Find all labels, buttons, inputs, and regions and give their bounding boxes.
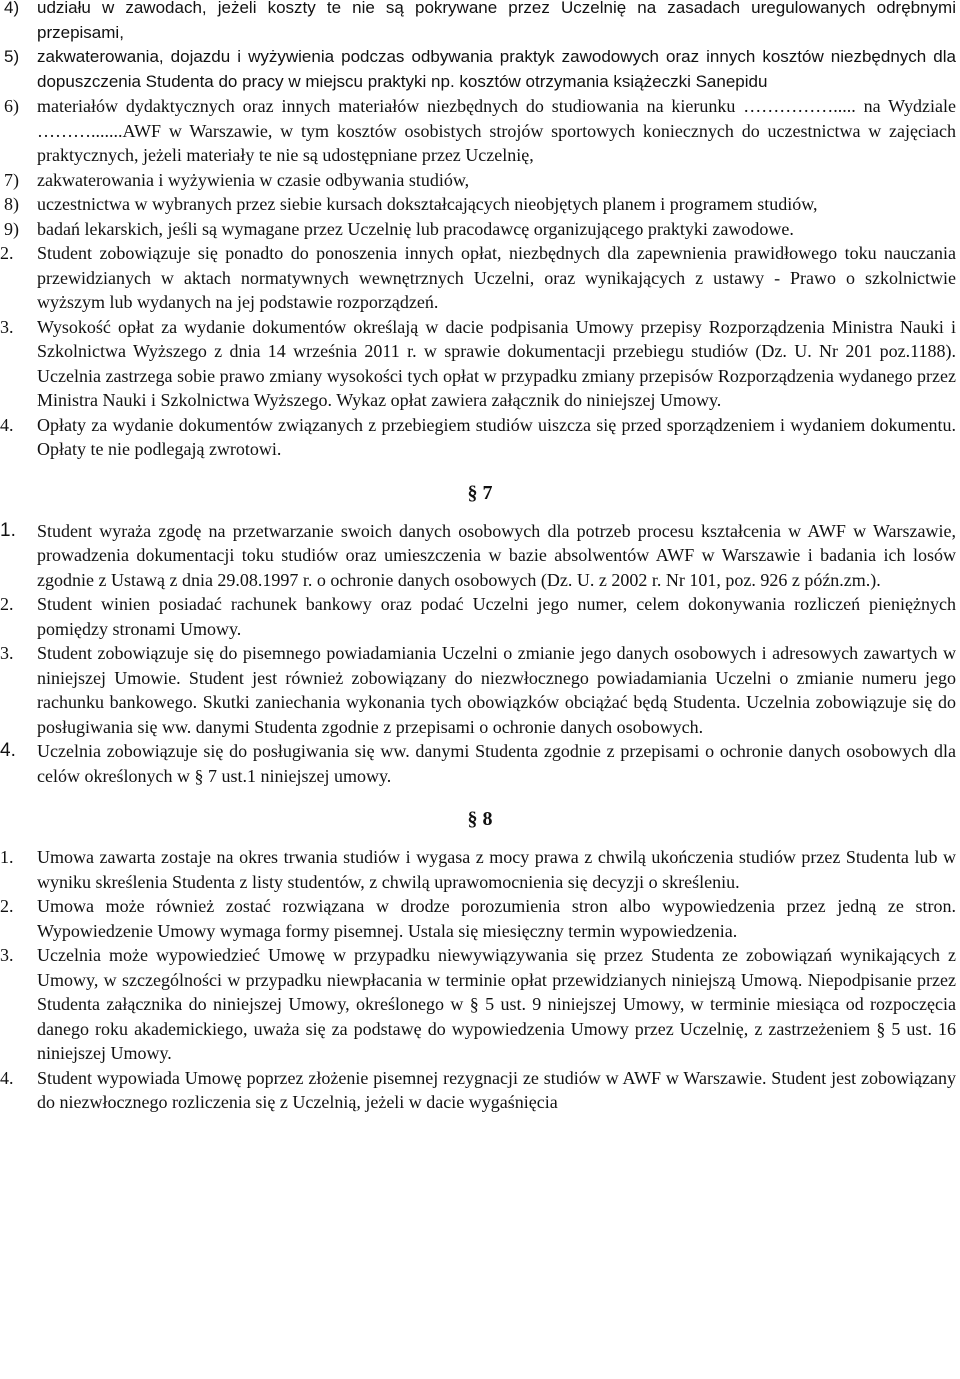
- numbered-point: [0, 592, 960, 641]
- numbered-point: [0, 413, 960, 462]
- point-number: 3.: [0, 643, 14, 663]
- point-text: Student wypowiada Umowę poprzez złożenie pisemnej rezygnacji ze studiów w AWF w Warszawie. Student jest zobowiązany do niezwłocznego rozliczenia się z Uczelnią, jeżeli w dacie wygaśnięcia: [37, 1067, 956, 1112]
- point-number: 2.: [0, 896, 14, 916]
- sub-item: [0, 94, 960, 168]
- point-text: Student zobowiązuje się ponadto do ponoszenia innych opłat, niezbędnych dla zapewnienia prawidłowego toku nauczania przewidzianych w aktach normatywnych wewnętrznych Uczelni, oraz wynikających z ustawy - Prawo o szkolnictwie wyższym lub wydanych na jej podstawie rozporządzeń.: [37, 243, 956, 312]
- section-7-heading: § 7: [467, 481, 493, 504]
- section-8-points: [0, 845, 960, 1115]
- sub-item-number: 7): [4, 169, 19, 190]
- section-7-points: [0, 519, 960, 789]
- point-number: 3.: [0, 316, 14, 337]
- point-number: 4.: [0, 740, 16, 761]
- sub-item-text: badań lekarskich, jeśli są wymagane przez Uczelnię lub pracodawcę organizującego praktyki zawodowe.: [37, 218, 794, 239]
- point-text: Student winien posiadać rachunek bankowy oraz podać Uczelni jego numer, celem dokonywania rozliczeń pieniężnych pomiędzy stronami Umowy.: [37, 594, 956, 639]
- sub-item-number: 8): [4, 194, 19, 214]
- numbered-point: [0, 315, 960, 413]
- numbered-point: [0, 241, 960, 315]
- numbered-point: [0, 943, 960, 1066]
- point-number: 3.: [0, 945, 14, 965]
- sub-item: [0, 217, 960, 242]
- points-list: [0, 241, 960, 462]
- sub-list: [0, 0, 960, 241]
- sub-item-number: 6): [4, 96, 19, 116]
- sub-item-text: uczestnictwa w wybranych przez siebie kursach dokształcających nieobjętych planem i programem studiów,: [37, 194, 818, 214]
- numbered-point: [0, 1066, 960, 1115]
- point-text: Opłaty za wydanie dokumentów związanych z przebiegiem studiów uiszcza się przed sporządzeniem i wydaniem dokumentu. Opłaty te nie podlegają zwrotowi.: [37, 414, 956, 459]
- sub-item-text: materiałów dydaktycznych oraz innych materiałów niezbędnych do studiowania na kierunku ……………..... na Wydziale ……….......AWF w Warszawie, w tym kosztów osobistych strojów sportowych koniecznych do uczestnictwa w zajęciach praktycznych, jeżeli materiały te nie są udostępniane przez Uczelnię,: [37, 96, 956, 165]
- sub-item-text: udziału w zawodach, jeżeli koszty te nie są pokrywane przez Uczelnię na zasadach uregulowanych odrębnymi przepisami,: [37, 0, 956, 42]
- point-text: Umowa może również zostać rozwiązana w drodze porozumienia stron albo wypowiedzenia przez jedną ze stron. Wypowiedzenie Umowy wymaga formy pisemnej. Ustala się miesięczny termin wypowiedzenia.: [37, 896, 956, 941]
- sub-item-number: 4): [4, 0, 20, 17]
- numbered-point: [0, 739, 960, 788]
- point-text: Wysokość opłat za wydanie dokumentów określają w dacie podpisania Umowy przepisy Rozporządzenia Ministra Nauki i Szkolnictwa Wyższego z dnia 14 września 2011 r. w sprawie dokumentacji przebiegu studiów (Dz. U. Nr 201 poz.1188). Uczelnia zastrzega sobie prawo zmiany wysokości tych opłat w przypadku zmiany przepisów Rozporządzenia wydanego przez Ministra Nauki i Szkolnictwa Wyższego. Wykaz opłat zawiera załącznik do niniejszej Umowy.: [37, 316, 956, 410]
- sub-item-text: zakwaterowania i wyżywienia w czasie odbywania studiów,: [37, 169, 470, 190]
- sub-item-number: 5): [4, 47, 20, 66]
- point-number: 4.: [0, 1067, 14, 1088]
- numbered-point: [0, 519, 960, 593]
- numbered-point: [0, 641, 960, 739]
- sub-item-number: 9): [4, 218, 19, 239]
- numbered-point: [0, 845, 960, 894]
- numbered-point: [0, 894, 960, 943]
- point-text: Umowa zawarta zostaje na okres trwania studiów i wygasa z mocy prawa z chwilą ukończenia studiów przez Studenta lub w wyniku skreślenia Studenta z listy studentów, z chwilą uprawomocnienia się decyzji o skreśleniu.: [37, 847, 956, 892]
- section-8-heading: § 8: [467, 808, 493, 830]
- sub-item: [0, 0, 960, 45]
- point-text: Uczelnia zobowiązuje się do posługiwania się ww. danymi Studenta zgodnie z przepisami o ochronie danych osobowych dla celów określonych w § 7 ust.1 niniejszej umowy.: [37, 741, 956, 786]
- point-text: Uczelnia może wypowiedzieć Umowę w przypadku niewywiązywania się przez Studenta ze zobowiązań wynikających z Umowy, w szczególności w przypadku niewpłacania w terminie opłat przewidzianych niniejszą Umową. Niepodpisanie przez Studenta załącznika do niniejszej Umowy, określonego w § 5 ust. 9 niniejszej Umowy, w terminie miesiąca od rozpoczęcia danego roku akademickiego, uważa się za podstawę do wypowiedzenia Umowy przez Uczelnię, z zastrzeżeniem § 5 ust. 16 niniejszej Umowy.: [37, 945, 956, 1063]
- point-text: Student wyraża zgodę na przetwarzanie swoich danych osobowych dla potrzeb procesu kształcenia w AWF w Warszawie, prowadzenia dokumentacji toku studiów oraz umieszczenia w bazie absolwentów AWF w Warszawie i badania ich losów zgodnie z Ustawą z dnia 29.08.1997 r. o ochronie danych osobowych (Dz. U. z 2002 r. Nr 101, poz. 926 z późn.zm.).: [37, 520, 956, 590]
- sub-item: [0, 45, 960, 94]
- point-number: 2.: [0, 243, 14, 263]
- point-number: 1.: [0, 847, 14, 867]
- point-number: 1.: [0, 519, 16, 541]
- sub-item: [0, 168, 960, 193]
- point-number: 2.: [0, 594, 14, 614]
- sub-item: [0, 192, 960, 217]
- point-text: Student zobowiązuje się do pisemnego powiadamiania Uczelni o zmianie jego danych osobowych i adresowych zawartych w niniejszej Umowie. Student jest również zobowiązany do niezwłocznego powiadamiania Uczelni o zmianie numeru jego rachunku bankowego. Skutki zaniechania wykonania tych obowiązków obciążać będą Studenta. Uczelnia zobowiązuje się do posługiwania się ww. danymi Studenta zgodnie z przepisami o ochronie danych osobowych.: [37, 643, 956, 737]
- sub-item-text: zakwaterowania, dojazdu i wyżywienia podczas odbywania praktyk zawodowych oraz innych kosztów niezbędnych dla dopuszczenia Studenta do pracy w miejscu praktyki np. kosztów otrzymania książeczki Sanepidu: [37, 47, 956, 91]
- point-number: 4.: [0, 414, 14, 435]
